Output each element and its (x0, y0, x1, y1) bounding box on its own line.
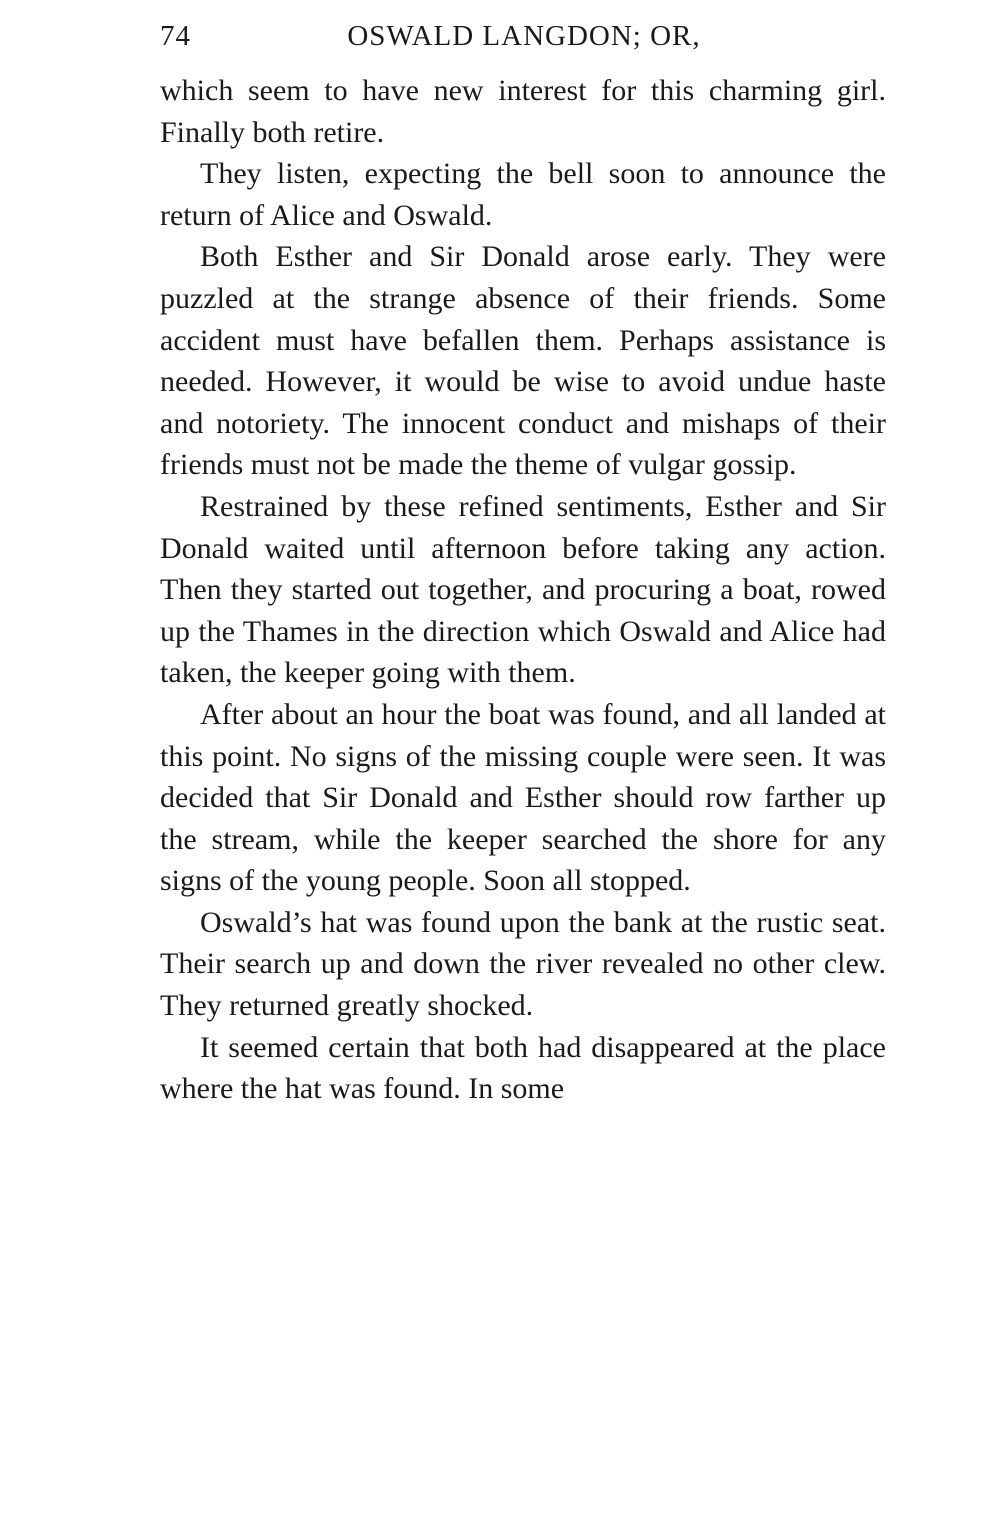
paragraph: They listen, expecting the bell soon to announce the return of Alice and Oswald. (160, 157, 886, 232)
paragraph: Restrained by these refined sentiments, Esther and Sir Donald waited until afternoon before taking any action. Then they started out together, and procuring a boat, rowed up the Thames in the direction which Oswald and Alice had taken, the keeper going with them. (160, 489, 886, 690)
body-text (160, 70, 886, 1110)
paragraph: Oswald’s hat was found upon the bank at the rustic seat. Their search up and down the river revealed no other clew. They returned greatly shocked. (160, 905, 886, 1023)
paragraph: After about an hour the boat was found, and all landed at this point. No signs of the missing couple were seen. It was decided that Sir Donald and Esther should row farther up the stream, while the keeper searched the shore for any signs of the young people. Soon all stopped. (160, 697, 886, 898)
paragraph-continuation: which seem to have new interest for this charming girl. Finally both retire. (160, 74, 886, 149)
running-title: OSWALD LANGDON; OR, (347, 20, 701, 52)
paragraph: Both Esther and Sir Donald arose early. They were puzzled at the strange absence of their friends. Some accident must have befallen them. Perhaps assistance is needed. However, it would be wise to avoid undue haste and notoriety. The innocent conduct and mishaps of their friends must not be made the theme of vulgar gossip. (160, 240, 886, 482)
page-number: 74 (160, 20, 191, 52)
paragraph: It seemed certain that both had disappeared at the place where the hat was found. In some (160, 1030, 886, 1106)
running-head (160, 14, 888, 58)
